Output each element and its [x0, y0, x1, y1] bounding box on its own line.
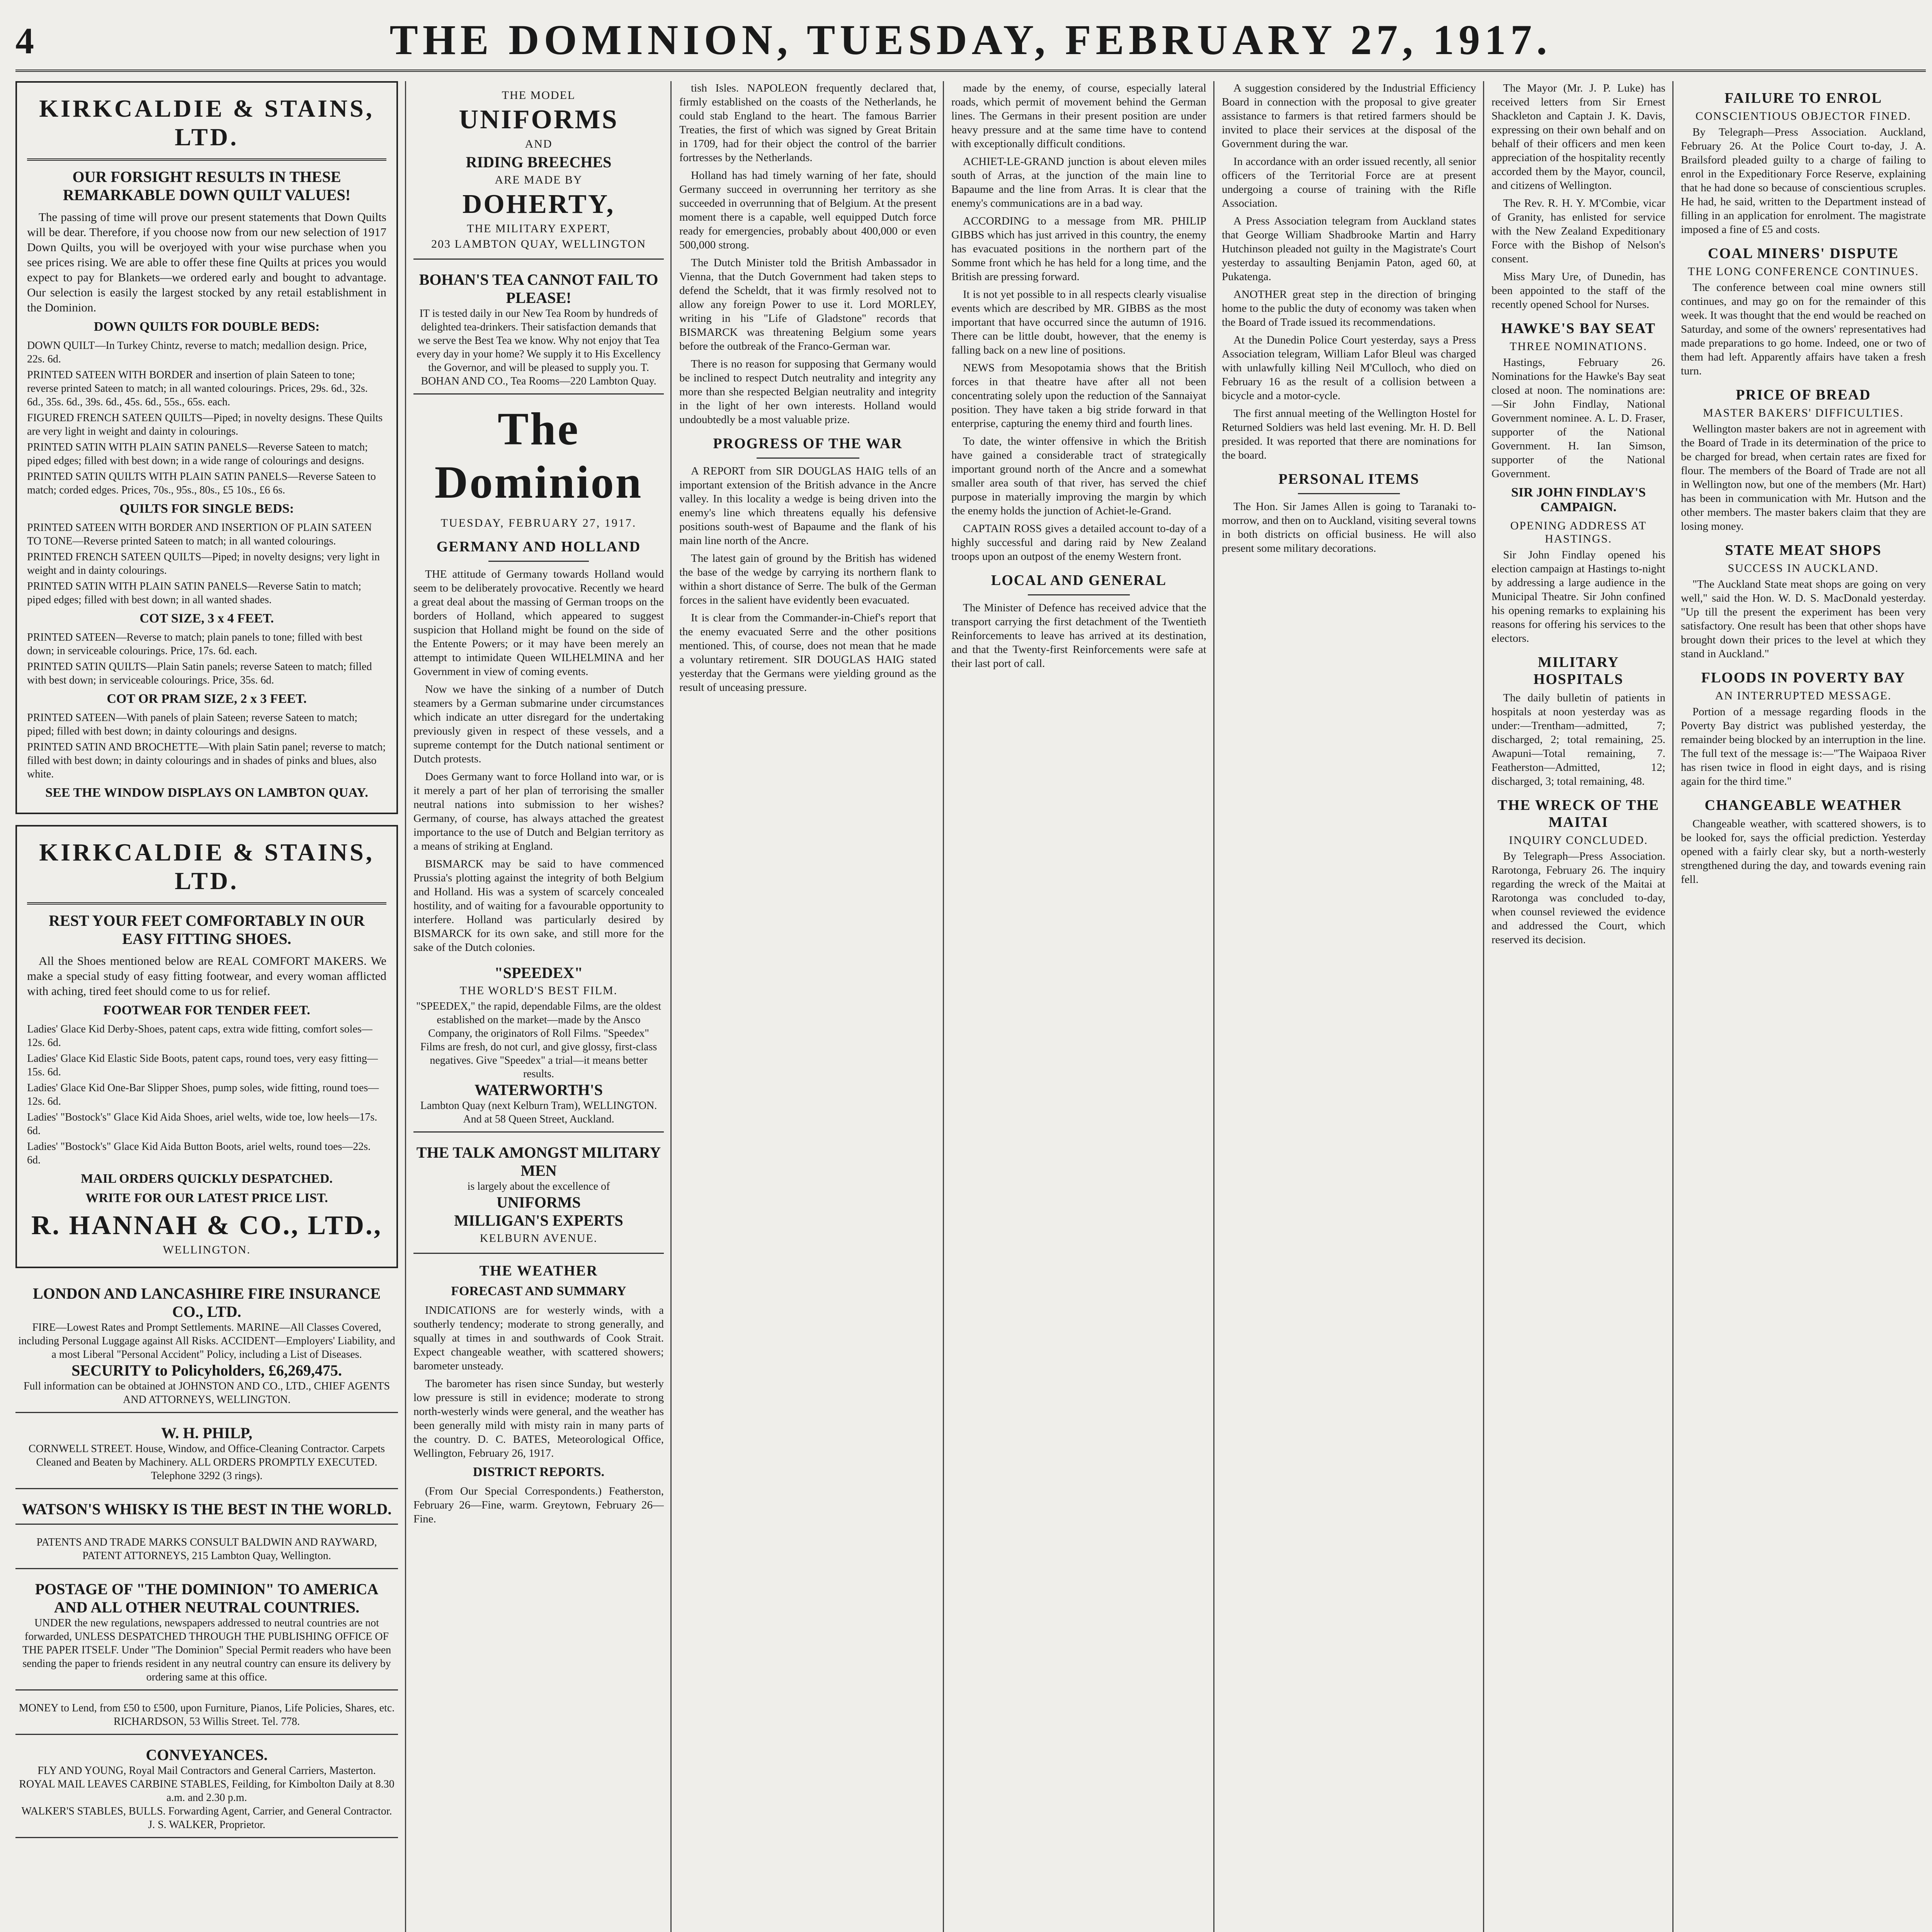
list-item: PRINTED SATEEN—With panels of plain Sateen; reverse Sateen to match; piped; filled with best down; in dainty colourings and designs.	[27, 712, 357, 737]
conveyances-ad	[15, 1740, 398, 1838]
section-heading: DOWN QUILTS FOR DOUBLE BEDS:	[94, 320, 320, 334]
whisky-ad	[15, 1495, 398, 1525]
ad-name: BOHAN'S TEA CANNOT FAIL TO PLEASE!	[419, 271, 658, 306]
ad-line: ARE MADE BY	[495, 173, 583, 186]
article-paragraph: BISMARCK may be said to have commenced Prussia's plotting against the integrity of both Belgium and Holland. His was a system of scarcely concealed hostility, and of waiting for a favourable opportunity to interfere. Holland was particularly desired by BISMARCK for its own sake, and still more for the sake of the Dutch colonies.	[413, 858, 664, 954]
section-heading: COT SIZE, 3 x 4 FEET.	[139, 611, 274, 626]
article-paragraph: Changeable weather, with scattered showers, is to be looked for, says the official prediction. Yesterday opened with a fairly clear sky, but a north-westerly strengthened during the day, and towards evening rain fell.	[1681, 818, 1926, 886]
ad-line: DOHERTY,	[462, 189, 615, 219]
article-paragraph: Miss Mary Ure, of Dunedin, has been appointed to the staff of the recently opened School for Nurses.	[1492, 270, 1665, 311]
ad-text: FIRE—Lowest Rates and Prompt Settlements. MARINE—All Classes Covered, including Personal Luggage against All Risks. ACCIDENT—Employers' Liability, and a most Liberal "Personal Accident" Policy, including a List of Diseases.	[18, 1321, 395, 1361]
article-paragraph: NEWS from Mesopotamia shows that the British forces in that theatre have after all not been concentrating solely upon the reduction of the Sannaiyat position. They have taken a big stride forward in that enterprise, capturing the enemy third and fourth lines.	[951, 362, 1206, 430]
article-paragraph: Hastings, February 26. Nominations for the Hawke's Bay seat closed at noon. The nominations are:—Sir John Findlay, National Government nominee. A. L. D. Fraser, supporter of the National Government. H. Ian Simson, supporter of the National Government.	[1492, 356, 1665, 480]
article-paragraph: Sir John Findlay opened his election campaign at Hastings to-night by addressing a large audience in the Municipal Theatre. Sir John confined his opening remarks to explaining his reasons for offering his services to the electors.	[1492, 549, 1665, 645]
article-paragraph: It is not yet possible to in all respects clearly visualise events which are described by MR. GIBBS as the most important that have occurred since the autumn of 1916. There can be little doubt, however, that the enemy is falling back on a new line of positions.	[951, 288, 1206, 356]
list-item: Ladies' Glace Kid One-Bar Slipper Shoes, pump soles, wide fitting, round toes—12s. 6d.	[27, 1082, 379, 1107]
article-heading: COAL MINERS' DISPUTE	[1708, 245, 1899, 262]
list-item: DOWN QUILT—In Turkey Chintz, reverse to match; medallion design. Price, 22s. 6d.	[27, 340, 367, 365]
article-paragraph: ACHIET-LE-GRAND junction is about eleven miles south of Arras, at the junction of the main line to Bapaume and the line from Arras. It is clear that the enemy's communications are in a bad way.	[951, 155, 1206, 209]
column-divider	[1672, 81, 1673, 1932]
list-item: PRINTED SATEEN—Reverse to match; plain panels to tone; filled with best down; in serviceable colourings. Price, 17s. 6d. each.	[27, 631, 362, 657]
article-paragraph: Now we have the sinking of a number of Dutch steamers by a German submarine under circumstances which indicate an utter disregard for the undertaking previously given in respect of these vessels, and a supreme contempt for the Dutch national sentiment or Dutch protests.	[413, 683, 664, 765]
ad-security: SECURITY to Policyholders, £6,269,475.	[71, 1362, 342, 1379]
article-paragraph: ANOTHER great step in the direction of bringing home to the public the duty of economy was taken when the Board of Trade issued its recommendations.	[1222, 288, 1476, 328]
article-heading: LOCAL AND GENERAL	[991, 572, 1167, 588]
list-item: PRINTED SATEEN WITH BORDER AND INSERTION OF PLAIN SATEEN TO TONE—Reverse printed Sateen to match; in all wanted colourings.	[27, 522, 372, 547]
newspaper-title: THE DOMINION, TUESDAY, FEBRUARY 27, 1917.	[389, 16, 1552, 63]
ad-name: CONVEYANCES.	[146, 1746, 268, 1764]
article-paragraph: By Telegraph—Press Association. Rarotonga, February 26. The inquiry regarding the wreck of the Maitai at Rarotonga was concluded to-day, when counsel reviewed the evidence and addressed the Court, which reserved its decision.	[1492, 850, 1665, 946]
newspaper-logo: The Dominion	[434, 403, 643, 508]
list-item: FIGURED FRENCH SATEEN QUILTS—Piped; in novelty designs. These Quilts are very light in weight and dainty in colourings.	[27, 412, 383, 437]
section-heading: FOOTWEAR FOR TENDER FEET.	[103, 1003, 310, 1017]
forecast-text: INDICATIONS are for westerly winds, with a southerly tendency; moderate to strong generally, and squally at times in and southwards of Cook Strait. Expect changeable weather, with scattered showers; barometer unsteady.	[413, 1304, 664, 1372]
ad-intro: The passing of time will prove our present statements that Down Quilts will be dear. Therefore, if you choose now from our new selection of 1917 Down Quilts, you will be overjoyed with your wise purchase when you see prices rising. We are able to offer these fine Quilts at prices you would expect to pay for Blankets—we ordered early and bought to advantage. Our selection is easily the largest stocked by any retail establishment in the Dominion.	[27, 210, 386, 314]
article-paragraph: made by the enemy, of course, especially lateral roads, which permit of movement behind the German lines. The Germans in their present position are under heavy pressure and at the same time have to contend with exceptionally difficult conditions.	[951, 82, 1206, 150]
list-item: PRINTED SATIN WITH PLAIN SATIN PANELS—Reverse Satin to match; piped edges; filled with best down; in all wanted shades.	[27, 580, 361, 606]
article-heading: THE WRECK OF THE MAITAI	[1497, 797, 1660, 830]
article-paragraph: By Telegraph—Press Association. Auckland, February 26. At the Police Court to-day, J. A. Brailsford pleaded guilty to a charge of failing to enrol in the Expeditionary Force Reserve, explaining that he had done so because of conscientious scruples. He had, he said, written to the Department instead of filling in an application for enrolment. The magistrate imposed a fine of £5 and costs.	[1681, 126, 1926, 236]
article-heading: PRICE OF BREAD	[1736, 387, 1871, 403]
article-paragraph: There is no reason for supposing that Germany would be inclined to respect Dutch neutrality and integrity any more than she respected Belgian neutrality and integrity in the light of her own interests. Holland would undoubtedly be a most valuable prize.	[679, 358, 936, 426]
article-subheading: MASTER BAKERS' DIFFICULTIES.	[1703, 406, 1904, 419]
ad-text: ROYAL MAIL LEAVES CARBINE STABLES, Feilding, for Kimbolton Daily at 8.30 a.m. and 2.30 p.m.	[19, 1778, 395, 1804]
column-news-7	[1681, 81, 1926, 1932]
ad-line: THE MODEL	[502, 89, 576, 102]
article-paragraph: To date, the winter offensive in which the British have gained a considerable tract of strategically important ground north of the Ancre and a somewhat smaller area south of that river, has served the chief purpose in materially improving the margin by which the enemy holds the junction of Achiet-le-Grand.	[951, 435, 1206, 517]
ad-headline: OUR FORSIGHT RESULTS IN THESE REMARKABLE DOWN QUILT VALUES!	[63, 168, 351, 204]
article-paragraph: THE attitude of Germany towards Holland would seem to be deliberately provocative. Recently we heard a great deal about the massing of German troops on the borders of Holland, which appeared to suggest suspicion that Holland might be found on the side of the Entente Powers; or it may have been merely an attempt to intimidate Queen WILHELMINA and her Government in view of coming events.	[413, 568, 664, 678]
section-heading: COT OR PRAM SIZE, 2 x 3 FEET.	[107, 692, 307, 706]
kirkcaldie-shoes-ad	[15, 825, 398, 1268]
article-paragraph: At the Dunedin Police Court yesterday, says a Press Association telegram, William Lafor Bleul was charged with unlawfully killing Neil M'Culloch, who died on February 16 as the result of a collision between a bicycle and a motor-cycle.	[1222, 334, 1476, 402]
article-paragraph: The Rev. R. H. Y. M'Combie, vicar of Granity, has enlisted for service with the New Zealand Expeditionary Force with the Bishop of Nelson's consent.	[1492, 197, 1665, 265]
article-heading: PROGRESS OF THE WAR	[713, 435, 903, 452]
doherty-ad	[413, 81, 664, 260]
list-item: PRINTED SATIN QUILTS—Plain Satin panels; reverse Sateen to match; filled with best down; in serviceable colourings. Price, 35s. 6d.	[27, 661, 372, 686]
article-heading: SIR JOHN FINDLAY'S CAMPAIGN.	[1511, 485, 1646, 514]
ad-text: WALKER'S STABLES, BULLS. Forwarding Agent, Carrier, and General Contractor. J. S. WALKER, Proprietor.	[21, 1805, 392, 1831]
ad-line: THE MILITARY EXPERT,	[467, 222, 611, 235]
brand-name: KIRKCALDIE & STAINS, LTD.	[39, 95, 374, 151]
list-item: PRINTED SATEEN WITH BORDER and insertion of plain Sateen to tone; reverse printed Sateen to match; in all wanted colourings. Prices, 29s. 6d., 32s. 6d., 35s. 6d., 39s. 6d., 45s. 6d., 55s., 65s. each.	[27, 369, 368, 408]
list-item: Ladies' "Bostock's" Glace Kid Aida Button Boots, ariel welts, round toes—22s. 6d.	[27, 1141, 371, 1166]
ad-text: UNDER the new regulations, newspapers addressed to neutral countries are not forwarded, UNLESS DESPATCHED THROUGH THE PUBLISHING OFFICE OF THE PAPER ITSELF. Under "The Dominion" Special Permit readers who have been sending the paper to friends resident in any neutral country can ensure its delivery by ordering same at this office.	[22, 1617, 391, 1683]
article-heading: FLOODS IN POVERTY BAY	[1701, 670, 1906, 686]
ad-subline: KELBURN AVENUE.	[480, 1232, 598, 1245]
philp-ad	[15, 1418, 398, 1489]
article-subheading: INQUIRY CONCLUDED.	[1509, 834, 1648, 847]
brand-name: KIRKCALDIE & STAINS, LTD.	[39, 838, 374, 895]
ad-line: RIDING BREECHES	[466, 153, 612, 171]
insurance-ad	[15, 1279, 398, 1413]
hannah-name: R. HANNAH & CO., LTD.,	[31, 1211, 382, 1240]
ad-name: WATSON'S WHISKY IS THE BEST IN THE WORLD.	[22, 1500, 392, 1518]
ad-name: POSTAGE OF "THE DOMINION" TO AMERICA AND ALL OTHER NEUTRAL COUNTRIES.	[35, 1580, 379, 1616]
column-leader	[413, 81, 664, 1932]
article-paragraph: A Press Association telegram from Auckland states that George William Shadbrooke Martin and Harry Hutchinson pleaded not guilty in the Magistrate's Court yesterday to assaulting Benjamin Paton, aged 60, at Pukatenga.	[1222, 215, 1476, 283]
ad-text: MONEY to Lend, from £50 to £500, upon Furniture, Pianos, Life Policies, Shares, etc. RICHARDSON, 53 Willis Street. Tel. 778.	[19, 1702, 395, 1728]
article-paragraph: Portion of a message regarding floods in the Poverty Bay district was published yesterday, the remainder being blocked by an interruption in the line. The full text of the message is:—"The Waipaoa River has risen twice in flood in eight days, and is rising again for the third time."	[1681, 706, 1926, 787]
ad-text: "SPEEDEX," the rapid, dependable Films, are the oldest established on the market—made by the Ansco Company, the originators of Roll Films. "Speedex" Films are fresh, do not curl, and give glossy, first-class negatives. Give "Speedex" a trial—it means better results.	[416, 1000, 662, 1080]
article-paragraph: Holland has had timely warning of her fate, should Germany succeed in overrunning her territory as she succeeded in overrunning that of Belgium. At the present moment there is a capable, well equipped Dutch force ready for emergencies, probably about 400,000 or even 500,000 strong.	[679, 169, 936, 251]
ad-line: 203 LAMBTON QUAY, WELLINGTON	[431, 238, 646, 250]
mail-orders: MAIL ORDERS QUICKLY DESPATCHED.	[81, 1172, 333, 1186]
article-heading: FAILURE TO ENROL	[1725, 90, 1882, 106]
issue-date: TUESDAY, FEBRUARY 27, 1917.	[440, 517, 637, 529]
ad-name: "SPEEDEX"	[494, 964, 583, 981]
ad-headline: REST YOUR FEET COMFORTABLY IN OUR EASY FITTING SHOES.	[49, 912, 365, 947]
masthead	[15, 12, 1926, 72]
article-subheading: CONSCIENTIOUS OBJECTOR FINED.	[1695, 110, 1912, 122]
speedex-ad	[413, 958, 664, 1133]
ad-agents: Full information can be obtained at JOHNSTON AND CO., LTD., CHIEF AGENTS AND ATTORNEYS, WELLINGTON.	[23, 1380, 390, 1406]
article-paragraph: In accordance with an order issued recently, all senior officers of the Territorial Force are at present undergoing a course of training with the Rifle Association.	[1222, 155, 1476, 209]
ad-name: THE TALK AMONGST MILITARY MEN	[416, 1144, 661, 1179]
article-paragraph: Wellington master bakers are not in agreement with the Board of Trade in its determination of the price to be charged for bread, when certain rates are fixed for flour. The members of the Board of Trade are not all in Wellington now, but one of the members (Mr. Hart) has been in communication with Mr. Hutson and the other members. The master bakers claim that they are losing money.	[1681, 423, 1926, 532]
ad-name: W. H. PHILP,	[161, 1424, 252, 1442]
bohan-tea-ad	[413, 265, 664, 395]
ad-subline: THE WORLD'S BEST FILM.	[459, 984, 618, 997]
article-paragraph: The daily bulletin of patients in hospitals at noon yesterday was as under:—Trentham—admitted, 7; discharged, 2; total remaining, 25. Awapuni—Total remaining, 7. Featherston—Admitted, 12; discharged, 3; total remaining, 48.	[1492, 692, 1665, 787]
district-heading: DISTRICT REPORTS.	[473, 1465, 605, 1479]
ad-text: PATENTS AND TRADE MARKS CONSULT BALDWIN AND RAYWARD, PATENT ATTORNEYS, 215 Lambton Quay, Wellington.	[36, 1536, 377, 1562]
column-news-3	[679, 81, 936, 1932]
ad-name: UNIFORMS	[497, 1194, 581, 1211]
ad-text: FLY AND YOUNG, Royal Mail Contractors and General Carriers, Masterton.	[37, 1765, 376, 1777]
ad-line: AND	[525, 138, 553, 150]
list-item: Ladies' Glace Kid Elastic Side Boots, patent caps, round toes, very easy fitting—15s. 6d.	[27, 1053, 378, 1078]
forecast-heading: FORECAST AND SUMMARY	[451, 1284, 626, 1298]
list-item: Ladies' Glace Kid Derby-Shoes, patent caps, extra wide fitting, comfort soles—12s. 6d.	[27, 1023, 372, 1049]
article-paragraph: The Mayor (Mr. J. P. Luke) has received letters from Sir Ernest Shackleton and Captain J. K. Davis, expressing on their own behalf and on behalf of their officers and men keen appreciation of the hospitality recently accorded them by the Mayor, council, and citizens of Wellington.	[1492, 82, 1665, 192]
column-divider	[1483, 81, 1484, 1932]
kirkcaldie-quilts-ad	[15, 81, 398, 814]
milligan-ad	[413, 1138, 664, 1254]
article-paragraph: The Dutch Minister told the British Ambassador in Vienna, that the Dutch Government had taken steps to defend the Scheldt, that it was firmly resolved not to allow any foreign Power to use it. Lord MORLEY, writing in his "Life of Gladstone" records that BISMARCK was threatening Belgium some years before the outbreak of the Franco-German war.	[679, 257, 936, 352]
list-item: PRINTED SATIN QUILTS WITH PLAIN SATIN PANELS—Reverse Sateen to match; corded edges. Prices, 70s., 95s., 80s., £5 10s., £6 6s.	[27, 471, 376, 496]
window-notice: SEE THE WINDOW DISPLAYS ON LAMBTON QUAY.	[45, 786, 368, 800]
column-news-6	[1492, 81, 1665, 1932]
column-news-5	[1222, 81, 1476, 1932]
article-paragraph: Does Germany want to force Holland into war, or is it merely a part of her plan of terrorising the smaller neutral nations into submission to her wishes? Germany, of course, has always attached the greatest importance to the use of Dutch and Belgian territory as a means of striking at England.	[413, 770, 664, 852]
article-paragraph: A REPORT from SIR DOUGLAS HAIG tells of an important extension of the British advance in the Ancre valley. In this locality a wedge is being driven into the enemy's line which threatens equally his defensive positions south-west of Bapaume and the flank of his main line north of the Ancre.	[679, 465, 936, 547]
ad-text: IT is tested daily in our New Tea Room by hundreds of delighted tea-drinkers. Their satisfaction demands that we serve the Best Tea we know. Why not enjoy that Tea every day in your home? We supply it to His Excellency the Governor, and will be pleased to supply you. T. BOHAN AND CO., Tea Rooms—220 Lambton Quay.	[417, 308, 661, 387]
ad-intro: All the Shoes mentioned below are REAL COMFORT MAKERS. We make a special study of easy fitting footwear, and every woman afflicted with aching, tired feet should come to us for relief.	[27, 954, 386, 998]
article-heading: MILITARY HOSPITALS	[1533, 654, 1624, 687]
article-heading: PERSONAL ITEMS	[1278, 471, 1420, 487]
patents-ad	[15, 1530, 398, 1569]
article-paragraph: The Minister of Defence has received advice that the transport carrying the first detachment of the Twentieth Reinforcements to leave has arrived at its destination, and that the Twenty-first Reinforcements were safe at their last port of call.	[951, 602, 1206, 670]
article-heading: HAWKE'S BAY SEAT	[1501, 320, 1656, 337]
postage-ad	[15, 1575, 398, 1690]
column-divider	[943, 81, 944, 1932]
money-ad	[15, 1696, 398, 1735]
article-paragraph: The first annual meeting of the Wellington Hostel for Returned Soldiers was held last evening. Mr. H. D. Bell presided. It was reported that there are nominations for the board.	[1222, 407, 1476, 461]
article-paragraph: The conference between coal mine owners still continues, and may go on for the remainder of this week. It was thought that the end would be reached on Saturday, and some of the owners' representatives had made preparations to go home. Indeed, one or two of them had left. Apparently affairs have taken a fresh turn.	[1681, 281, 1926, 377]
article-subheading: AN INTERRUPTED MESSAGE.	[1715, 689, 1892, 702]
ad-text: is largely about the excellence of	[467, 1180, 610, 1192]
ad-name: MILLIGAN'S EXPERTS	[454, 1212, 623, 1229]
weather-heading: THE WEATHER	[479, 1263, 598, 1279]
column-divider	[1213, 81, 1214, 1932]
column-divider	[670, 81, 672, 1932]
list-item: PRINTED SATIN WITH PLAIN SATIN PANELS—Reverse Sateen to match; piped edges; filled with best down; in a wide range of colourings and designs.	[27, 441, 368, 467]
article-heading: GERMANY AND HOLLAND	[436, 539, 641, 555]
summary-text: The barometer has risen since Sunday, but westerly low pressure is still in evidence; moderate to strong north-westerly winds were general, and the weather has been generally mild with misty rain in many parts of the country. D. C. BATES, Meteorological Office, Wellington, February 26, 1917.	[413, 1378, 664, 1459]
page-number: 4	[15, 20, 34, 61]
article-paragraph: A suggestion considered by the Industrial Efficiency Board in connection with the proposal to give greater assistance to farmers is that retired farmers should be invited to place their services at the disposal of the Government during the war.	[1222, 82, 1476, 150]
article-subheading: THREE NOMINATIONS.	[1510, 340, 1647, 353]
section-heading: QUILTS FOR SINGLE BEDS:	[119, 502, 294, 516]
ad-line: UNIFORMS	[459, 105, 619, 134]
column-advertisements	[15, 81, 398, 1932]
article-subheading: OPENING ADDRESS AT HASTINGS.	[1510, 519, 1647, 545]
ad-name: WATERWORTH'S	[474, 1081, 603, 1099]
article-subheading: THE LONG CONFERENCE CONTINUES.	[1687, 265, 1919, 278]
column-divider	[405, 81, 406, 1932]
article-paragraph: The Hon. Sir James Allen is going to Taranaki to-morrow, and then on to Auckland, visiting several towns in both districts on official business. He will also present some military decorations.	[1222, 500, 1476, 554]
article-paragraph: "The Auckland State meat shops are going on very well," said the Hon. W. D. S. MacDonald yesterday. "Up till the present the experiment has been very satisfactory. One result has been that other shops have brought down their prices to the level at which they stand in Auckland."	[1681, 578, 1926, 660]
list-item: Ladies' "Bostock's" Glace Kid Aida Shoes, ariel welts, wide toe, low heels—17s. 6d.	[27, 1111, 378, 1137]
ad-name: LONDON AND LANCASHIRE FIRE INSURANCE CO., LTD.	[32, 1285, 381, 1320]
article-heading: CHANGEABLE WEATHER	[1704, 797, 1902, 813]
list-item: PRINTED SATIN AND BROCHETTE—With plain Satin panel; reverse to match; filled with best down; in dainty colourings and in shades of pinks and blues, also white.	[27, 741, 386, 780]
hannah-location: WELLINGTON.	[163, 1243, 251, 1256]
ad-text: CORNWELL STREET. House, Window, and Office-Cleaning Contractor. Carpets Cleaned and Beaten by Machinery. ALL ORDERS PROMPTLY EXECUTED. Telephone 3292 (3 rings).	[28, 1443, 385, 1482]
ad-text: Lambton Quay (next Kelburn Tram), WELLINGTON. And at 58 Queen Street, Auckland.	[420, 1100, 657, 1125]
article-paragraph: The latest gain of ground by the British has widened the base of the wedge by carrying its northern flank to within a short distance of Serre. The bulk of the German forces in the salient have evidently been evacuated.	[679, 552, 936, 606]
list-item: PRINTED FRENCH SATEEN QUILTS—Piped; in novelty designs; very light in weight and in dainty colourings.	[27, 551, 380, 577]
article-paragraph: tish Isles. NAPOLEON frequently declared that, firmly established on the coasts of the Netherlands, he could stab England to the heart. The famous Barrier Treaties, the first of which was signed by Great Britain in 1709, had for their object the control of the barrier fortresses by the Netherlands.	[679, 82, 936, 164]
district-text: (From Our Special Correspondents.) Featherston, February 26—Fine, warm. Greytown, February 26—Fine.	[413, 1485, 664, 1525]
article-paragraph: It is clear from the Commander-in-Chief's report that the enemy evacuated Serre and the other positions mentioned. This, of course, does not mean that he made a voluntary retirement. SIR DOUGLAS HAIG stated yesterday that the Germans were yielding ground as the result of unceasing pressure.	[679, 612, 936, 694]
article-subheading: SUCCESS IN AUCKLAND.	[1728, 562, 1879, 575]
article-heading: STATE MEAT SHOPS	[1725, 542, 1882, 558]
article-paragraph: CAPTAIN ROSS gives a detailed account to-day of a highly successful and daring raid by New Zealand troops upon an outpost of the enemy Western front.	[951, 522, 1206, 563]
price-list: WRITE FOR OUR LATEST PRICE LIST.	[85, 1191, 328, 1205]
article-paragraph: ACCORDING to a message from MR. PHILIP GIBBS which has just arrived in this country, the enemy has evacuated positions in the northern part of the Somme front which he has held for a long time, and the British are pressing forward.	[951, 215, 1206, 283]
column-news-4	[951, 81, 1206, 1932]
